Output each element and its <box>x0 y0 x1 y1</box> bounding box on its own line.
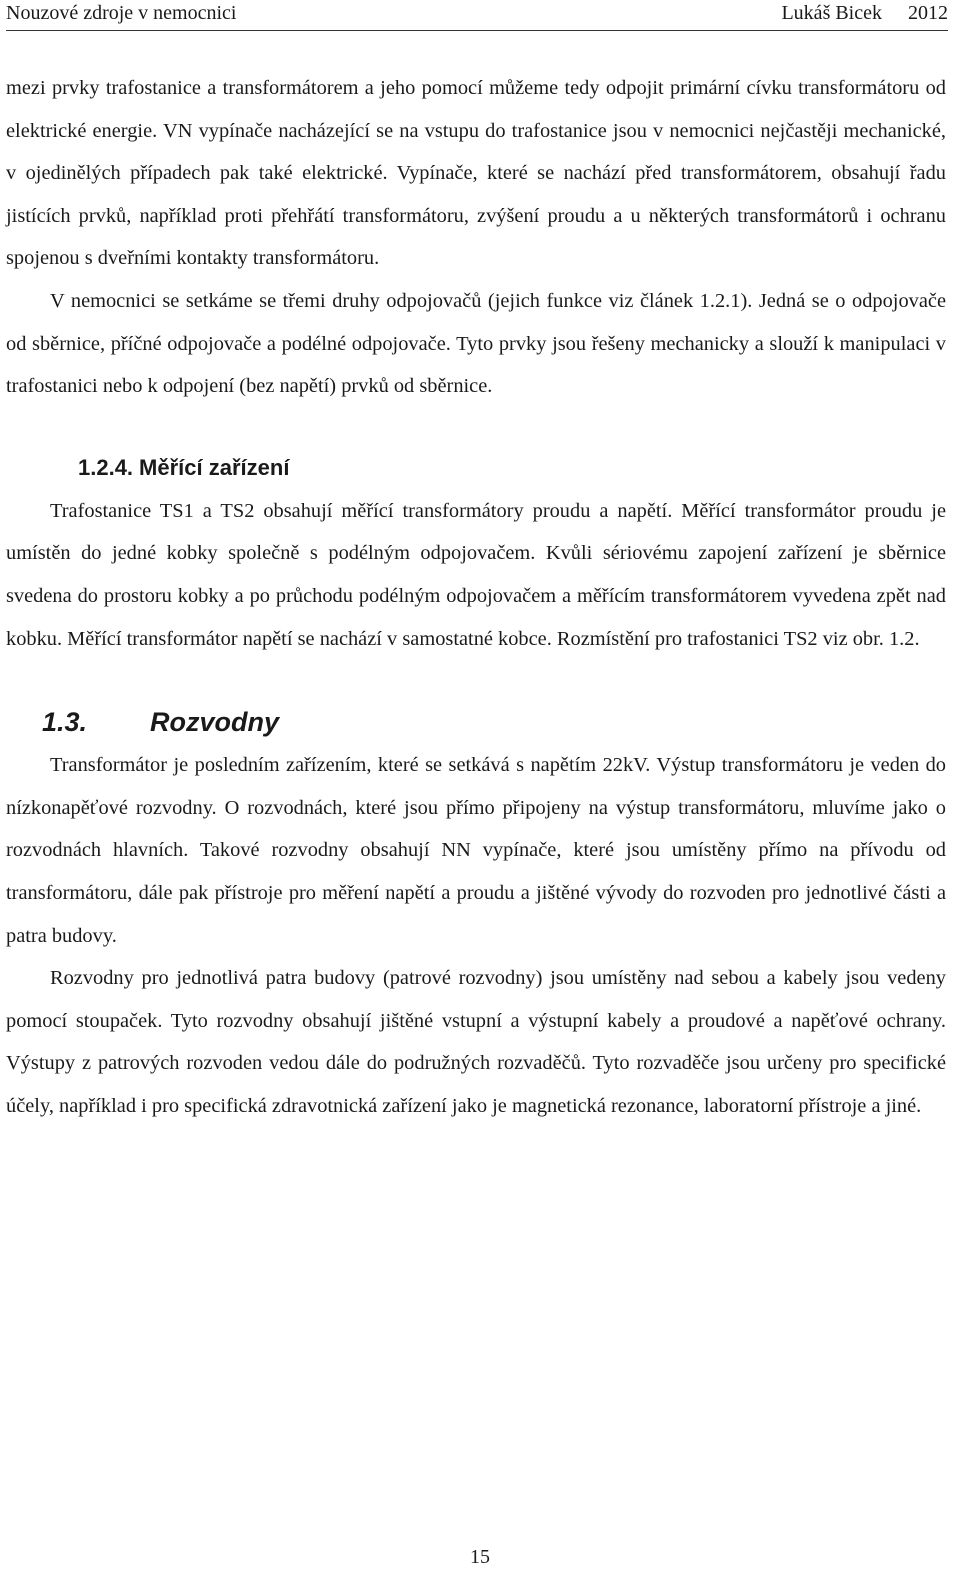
spacer <box>6 408 946 448</box>
year: 2012 <box>908 2 948 24</box>
header-meta <box>781 0 948 26</box>
section-heading-1-3 <box>6 700 946 744</box>
page-content <box>6 67 946 1127</box>
body-paragraph: Transformátor je posledním zařízením, které se setkává s napětím 22kV. Výstup transformátoru je veden do nízkonapěťové rozvodny. O rozvodnách, které jsou přímo připojeny na výstup transformátoru, mluvíme jako o rozvodnách hlavních. Takové rozvodny obsahují NN vypínače, které jsou umístěny přímo na přívodu od transformátoru, dále pak přístroje pro měření napětí a proudu a jištěné vývody do rozvoden pro jednotlivé části a patra budovy. <box>6 754 946 947</box>
body-paragraph: Trafostanice TS1 a TS2 obsahují měřící transformátory proudu a napětí. Měřící transformátor proudu je umístěn do jedné kobky společně s podélným odpojovačem. Kvůli sériovému zapojení zařízení je sběrnice svedena do prostoru kobky a po průchodu podélným odpojovačem a měřícím transformátorem vyvedena zpět nad kobku. Měřící transformátor napětí se nachází v samostatné kobce. Rozmístění pro trafostanici TS2 viz obr. 1.2. <box>6 499 946 650</box>
page-number: 15 <box>470 1546 490 1568</box>
document-title: Nouzové zdroje v nemocnici <box>6 2 237 24</box>
spacer <box>6 660 946 700</box>
author-name: Lukáš Bicek <box>781 2 882 24</box>
section-title: Rozvodny <box>150 707 280 738</box>
section-title: Měřící zařízení <box>139 454 290 480</box>
body-paragraph: mezi prvky trafostanice a transformátorem a jeho pomocí můžeme tedy odpojit primární cívku transformátoru od elektrické energie. VN vypínače nacházející se na vstupu do trafostanice jsou v nemocnici nejčastěji mechanické, v ojedinělých případech pak také elektrické. Vypínače, které se nachází před transformátorem, obsahují řadu jistících prvků, například proti přehřátí transformátoru, zvýšení proudu a u některých transformátorů i ochranu spojenou s dveřními kontakty transformátoru. <box>6 77 946 270</box>
body-paragraph: V nemocnici se setkáme se třemi druhy odpojovačů (jejich funkce viz článek 1.2.1). Jedná se o odpojovače od sběrnice, příčné odpojovače a podélné odpojovače. Tyto prvky jsou řešeny mechanicky a slouží k manipulaci v trafostanici nebo k odpojení (bez napětí) prvků od sběrnice. <box>6 289 946 398</box>
section-heading-1-2-4 <box>6 448 946 488</box>
body-paragraph: Rozvodny pro jednotlivá patra budovy (patrové rozvodny) jsou umístěny nad sebou a kabely jsou vedeny pomocí stoupaček. Tyto rozvodny obsahují jištěné vstupní a výstupní kabely a proudové a napěťové ochrany. Výstupy z patrových rozvoden vedou dále do podružných rozvaděčů. Tyto rozvaděče jsou určeny pro specifické účely, například i pro specifická zdravotnická zařízení jako je magnetická rezonance, laboratorní přístroje a jiné. <box>6 967 946 1117</box>
section-number: 1.2.4. <box>78 454 134 480</box>
page-header <box>6 0 948 31</box>
section-number: 1.3. <box>42 707 88 738</box>
